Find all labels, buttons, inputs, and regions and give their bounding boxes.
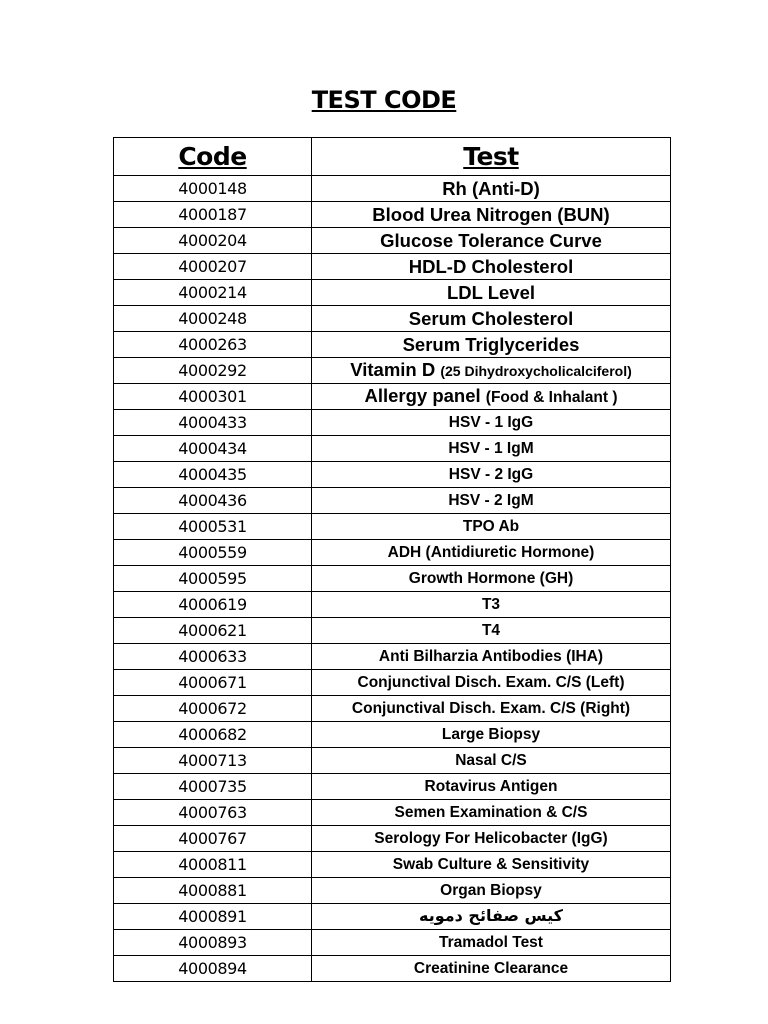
test-cell: HSV - 1 IgM	[312, 436, 671, 462]
test-cell	[312, 358, 671, 384]
code-cell: 4000214	[114, 280, 312, 306]
test-cell: Serum Cholesterol	[312, 306, 671, 332]
code-cell: 4000436	[114, 488, 312, 514]
table-row	[114, 358, 671, 384]
table-row	[114, 748, 671, 774]
code-cell: 4000204	[114, 228, 312, 254]
test-cell: Growth Hormone (GH)	[312, 566, 671, 592]
table-row	[114, 384, 671, 410]
table-row	[114, 306, 671, 332]
code-cell: 4000672	[114, 696, 312, 722]
test-name: Allergy panel	[364, 384, 481, 406]
code-cell: 4000811	[114, 852, 312, 878]
test-cell: Rotavirus Antigen	[312, 774, 671, 800]
page-title: TEST CODE	[311, 86, 457, 114]
test-cell	[312, 904, 671, 930]
table-row	[114, 592, 671, 618]
test-cell: Large Biopsy	[312, 722, 671, 748]
code-cell: 4000207	[114, 254, 312, 280]
test-cell: Semen Examination & C/S	[312, 800, 671, 826]
code-cell: 4000187	[114, 202, 312, 228]
table-row	[114, 280, 671, 306]
test-cell: Rh (Anti-D)	[312, 176, 671, 202]
code-cell: 4000148	[114, 176, 312, 202]
table-row	[114, 904, 671, 930]
test-cell	[312, 384, 671, 410]
code-cell: 4000763	[114, 800, 312, 826]
code-cell: 4000671	[114, 670, 312, 696]
test-cell: Serology For Helicobacter (IgG)	[312, 826, 671, 852]
table-row	[114, 852, 671, 878]
table-row	[114, 462, 671, 488]
test-cell: T3	[312, 592, 671, 618]
test-cell: HDL-D Cholesterol	[312, 254, 671, 280]
code-cell: 4000893	[114, 930, 312, 956]
code-cell: 4000735	[114, 774, 312, 800]
table-row	[114, 514, 671, 540]
table-row	[114, 176, 671, 202]
test-cell: Glucose Tolerance Curve	[312, 228, 671, 254]
test-cell: TPO Ab	[312, 514, 671, 540]
test-cell: ADH (Antidiuretic Hormone)	[312, 540, 671, 566]
code-cell: 4000434	[114, 436, 312, 462]
table-header-row	[114, 138, 671, 176]
test-name: Vitamin D	[350, 359, 436, 380]
table-row	[114, 644, 671, 670]
test-code-table	[113, 137, 671, 982]
test-cell: T4	[312, 618, 671, 644]
code-cell: 4000881	[114, 878, 312, 904]
code-cell: 4000619	[114, 592, 312, 618]
table-row	[114, 878, 671, 904]
table-row	[114, 410, 671, 436]
table-row	[114, 800, 671, 826]
table-row	[114, 618, 671, 644]
table-row	[114, 930, 671, 956]
table-row	[114, 956, 671, 982]
test-cell: HSV - 2 IgM	[312, 488, 671, 514]
test-cell: LDL Level	[312, 280, 671, 306]
table-row	[114, 826, 671, 852]
test-cell: Conjunctival Disch. Exam. C/S (Left)	[312, 670, 671, 696]
test-cell: Organ Biopsy	[312, 878, 671, 904]
table-row	[114, 202, 671, 228]
table-row	[114, 774, 671, 800]
table-row	[114, 540, 671, 566]
test-note: (Food & Inhalant )	[485, 388, 618, 406]
table-row	[114, 436, 671, 462]
test-cell: Tramadol Test	[312, 930, 671, 956]
code-cell: 4000633	[114, 644, 312, 670]
test-cell: Conjunctival Disch. Exam. C/S (Right)	[312, 696, 671, 722]
code-cell: 4000713	[114, 748, 312, 774]
test-name-arabic: كيس صفائح دمويه	[419, 906, 563, 925]
test-cell: HSV - 1 IgG	[312, 410, 671, 436]
code-cell: 4000595	[114, 566, 312, 592]
table-row	[114, 696, 671, 722]
table-row	[114, 254, 671, 280]
test-column-header: Test	[312, 138, 671, 176]
table-row	[114, 722, 671, 748]
code-cell: 4000248	[114, 306, 312, 332]
code-cell: 4000894	[114, 956, 312, 982]
table-row	[114, 566, 671, 592]
code-cell: 4000435	[114, 462, 312, 488]
code-cell: 4000559	[114, 540, 312, 566]
code-cell: 4000292	[114, 358, 312, 384]
code-cell: 4000531	[114, 514, 312, 540]
test-note: (25 Dihydroxycholicalciferol)	[440, 363, 632, 379]
code-cell: 4000621	[114, 618, 312, 644]
code-cell: 4000891	[114, 904, 312, 930]
test-cell: Anti Bilharzia Antibodies (IHA)	[312, 644, 671, 670]
code-cell: 4000682	[114, 722, 312, 748]
test-cell: HSV - 2 IgG	[312, 462, 671, 488]
table-row	[114, 488, 671, 514]
code-column-header: Code	[114, 138, 312, 176]
test-cell: Creatinine Clearance	[312, 956, 671, 982]
code-cell: 4000433	[114, 410, 312, 436]
table-row	[114, 332, 671, 358]
test-cell: Serum Triglycerides	[312, 332, 671, 358]
test-cell: Blood Urea Nitrogen (BUN)	[312, 202, 671, 228]
code-cell: 4000767	[114, 826, 312, 852]
code-cell: 4000301	[114, 384, 312, 410]
table-row	[114, 228, 671, 254]
table-row	[114, 670, 671, 696]
code-cell: 4000263	[114, 332, 312, 358]
test-cell: Swab Culture & Sensitivity	[312, 852, 671, 878]
test-cell: Nasal C/S	[312, 748, 671, 774]
